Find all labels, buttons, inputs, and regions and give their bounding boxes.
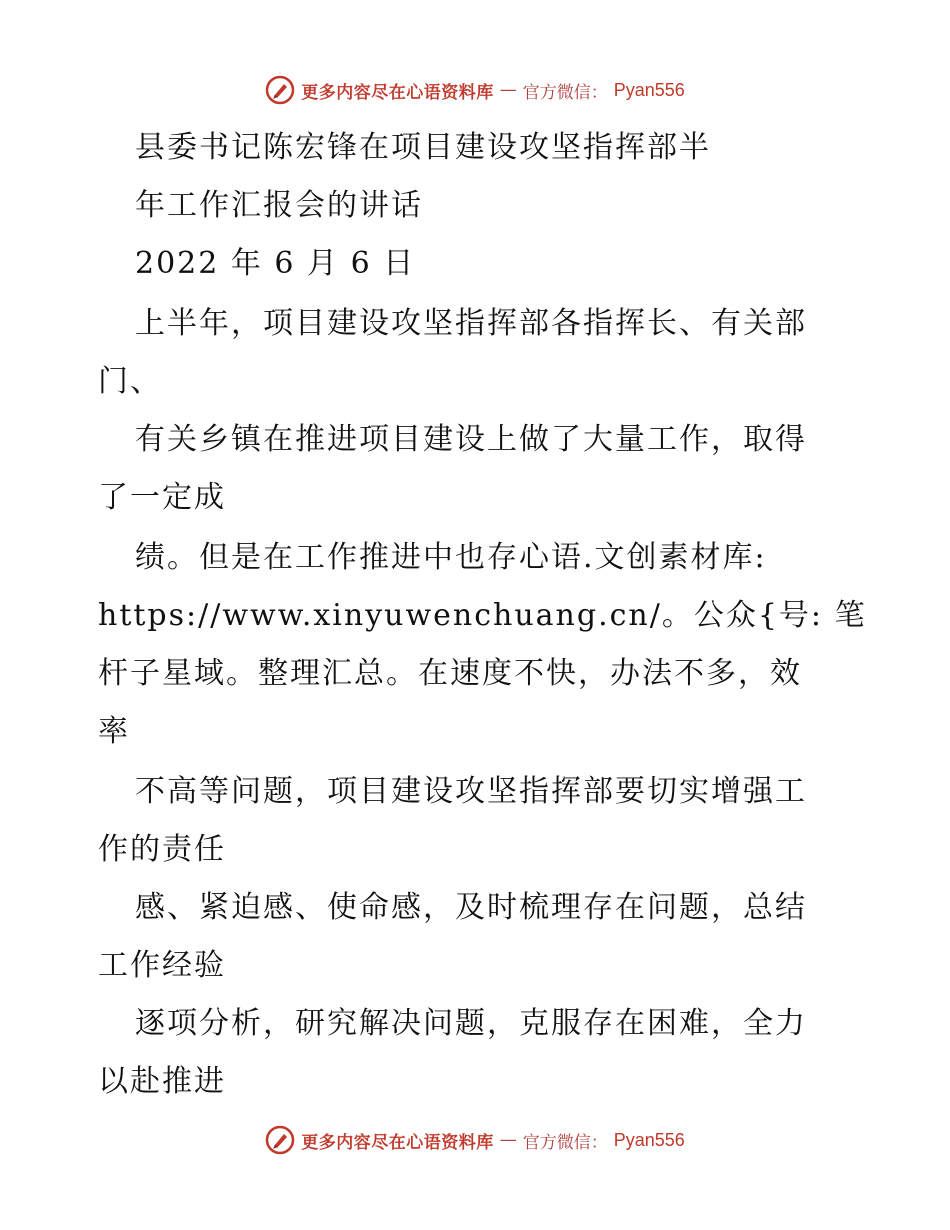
banner-wechat-id: Pyan556 [613, 1129, 685, 1150]
footer-banner [0, 1120, 950, 1160]
body-line: 感、紧迫感、使命感，及时梳理存在问题，总结 [135, 890, 807, 925]
pen-in-circle-icon [265, 1125, 295, 1155]
banner-text: 更多内容尽在心语资料库 [301, 82, 494, 103]
banner-wechat-id: Pyan556 [613, 79, 685, 100]
body-line: 杆子星域。整理汇总。在速度不快，办法不多，效 [98, 656, 802, 691]
body-line: 上半年，项目建设攻坚指挥部各指挥长、有关部 [135, 306, 807, 341]
banner-separator: — [499, 1130, 517, 1150]
body-line: 有关乡镇在推进项目建设上做了大量工作，取得 [135, 422, 807, 457]
body-line: 作的责任 [98, 832, 226, 867]
body-line: 了一定成 [98, 480, 226, 515]
banner-wechat-label: 官方微信： [522, 82, 608, 103]
banner-separator: — [499, 80, 517, 100]
body-line: 以赴推进 [98, 1064, 226, 1099]
document-title-line-1: 县委书记陈宏锋在项目建设攻坚指挥部半 [135, 130, 711, 165]
document-title-line-2: 年工作汇报会的讲话 [135, 188, 423, 223]
body-line: 逐项分析，研究解决问题，克服存在困难，全力 [135, 1006, 807, 1041]
body-line: 不高等问题，项目建设攻坚指挥部要切实增强工 [135, 774, 807, 809]
banner-text: 更多内容尽在心语资料库 [301, 1132, 494, 1153]
body-line: https://www.xinyuwenchuang.cn/。公众{号: 笔 [98, 598, 867, 633]
pen-in-circle-icon [265, 75, 295, 105]
document-date: 2022 年 6 月 6 日 [135, 246, 416, 281]
banner-wechat-label: 官方微信： [522, 1132, 608, 1153]
header-banner [0, 70, 950, 110]
body-line: 门、 [98, 364, 162, 399]
body-line: 绩。但是在工作推进中也存心语.文创素材库: [135, 540, 767, 575]
body-line: 工作经验 [98, 948, 226, 983]
body-line: 率 [98, 714, 130, 749]
